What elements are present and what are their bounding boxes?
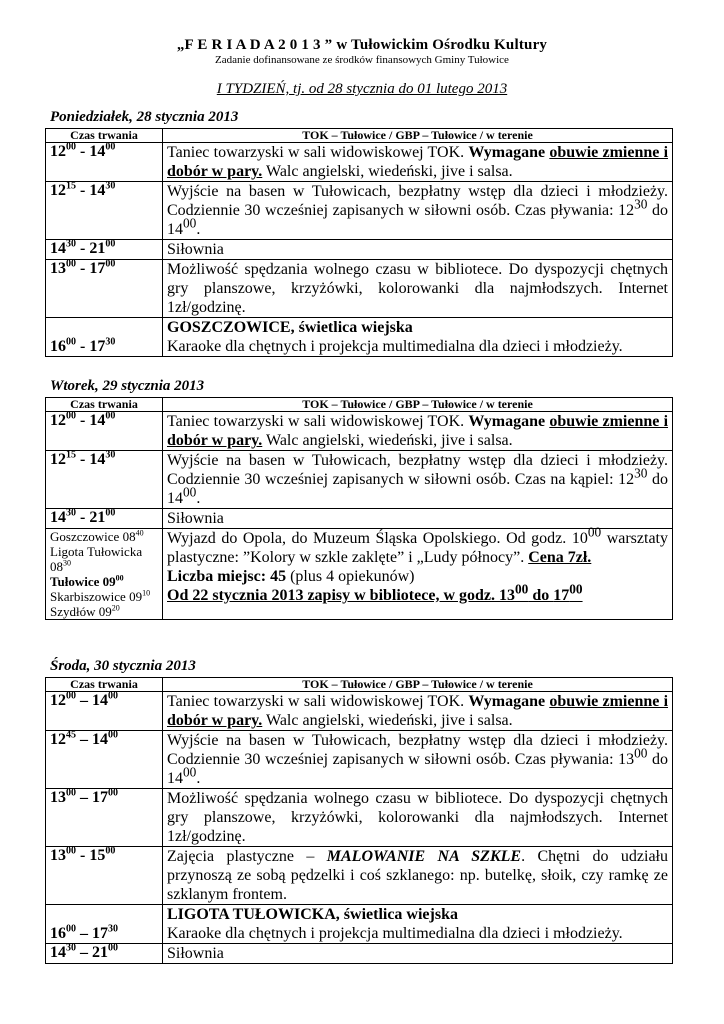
time-cell: $12^{15} - 14^{30}$ (46, 182, 163, 240)
table-row (46, 847, 673, 905)
description-cell (163, 524, 673, 620)
departure-stop: Goszczowice $08^{40}$ (50, 528, 144, 544)
time-cell: $14^{30} - 21^{00}$ (46, 240, 163, 260)
time-cell: $12^{45} - 14^{00}$ (46, 731, 163, 789)
description-cell: GOSZCZOWICE, świetlica wiejska Karaoke dla chętnych i projekcja multimedialna dla dzieci i młodzieży. (163, 318, 673, 357)
table-row (46, 692, 673, 731)
time-cell: $14^{30} - 21^{00}$ (46, 509, 163, 529)
trip-price: Cena 7zł. (528, 549, 592, 566)
week-heading: I TYDZIEŃ, tj. od 28 stycznia do 01 lutego 2013 (216, 81, 508, 97)
table-row (46, 260, 673, 318)
description-cell: Taniec towarzyski w sali widowiskowej TOK. Wymagane obuwie zmienne i dobór w pary. Walc angielski, wiedeński, jive i salsa. (163, 143, 673, 182)
time-cell: $16^{00} - 17^{30}$ (46, 905, 163, 944)
table-row (46, 182, 673, 240)
document-subtitle: Zadanie dofinansowane ze środków finansowych Gminy Tułowice (215, 54, 509, 66)
table-row (46, 240, 673, 260)
table-header-row (46, 129, 673, 143)
schedule-table-monday (45, 128, 673, 357)
header-duration: Czas trwania (46, 678, 163, 692)
table-row (46, 451, 673, 509)
time-cell: $13^{00} - 15^{00}$ (46, 847, 163, 905)
trip-seats: Liczba miejsc: 45 (plus 4 opiekunów) (167, 568, 415, 585)
day-heading-tuesday: Wtorek, 29 stycznia 2013 (50, 378, 205, 394)
location-heading: LIGOTA TUŁOWICKA, świetlica wiejska (167, 906, 458, 923)
trip-registration: Od 22 stycznia 2013 zapisy w bibliotece, w godz. $13^{00}$ do $17^{00}$ (167, 581, 583, 604)
description-cell: Wyjście na basen w Tułowicach, bezpłatny wstęp dla dzieci i młodzieży. Codziennie 30 wcześniej zapisanych w siłowni osób. Czas pływania: $13^{00}$ do $14^{00}$. (163, 731, 673, 789)
header-location: TOK – Tułowice / GBP – Tułowice / w terenie (163, 678, 673, 692)
time-cell: $12^{00} - 14^{00}$ (46, 143, 163, 182)
table-row (46, 412, 673, 451)
document-title: „F E R I A D A 2 0 1 3 ” w Tułowickim Ośrodku Kultury (176, 37, 548, 53)
day-heading-monday: Poniedziałek, 28 stycznia 2013 (50, 109, 239, 125)
description-cell: Siłownia (163, 509, 673, 529)
time-cell: $13^{00} - 17^{00}$ (46, 789, 163, 847)
day-heading-wednesday: Środa, 30 stycznia 2013 (50, 658, 196, 674)
table-header-row (46, 398, 673, 412)
header-duration: Czas trwania (46, 398, 163, 412)
time-cell: $12^{15} - 14^{30}$ (46, 451, 163, 509)
description-cell: Możliwość spędzania wolnego czasu w bibliotece. Do dyspozycji chętnych gry planszowe, krzyżówki, kolorowanki dla najmłodszych. Internet 1zł/godzinę. (163, 789, 673, 847)
time-cell: $12^{00} - 14^{00}$ (46, 412, 163, 451)
description-cell: Siłownia (163, 240, 673, 260)
table-row (46, 509, 673, 529)
time-cell: $12^{00} - 14^{00}$ (46, 692, 163, 731)
header-location: TOK – Tułowice / GBP – Tułowice / w terenie (163, 129, 673, 143)
description-cell: Wyjście na basen w Tułowicach, bezpłatny wstęp dla dzieci i młodzieży. Codziennie 30 wcześniej zapisanych w siłowni osób. Czas pływania: $12^{30}$ do $14^{00}$. (163, 182, 673, 240)
schedule-table-tuesday (45, 397, 673, 620)
departure-times-cell (46, 529, 163, 620)
table-row (46, 905, 673, 944)
description-cell: Zajęcia plastyczne – MALOWANIE NA SZKLE. Chętni do udziału przynoszą ze sobą pędzelki i coś szklanego: np. butelkę, słoik, czy ramkę ze szklanym frontem. (163, 847, 673, 905)
schedule-table-wednesday (45, 677, 673, 964)
table-row (46, 789, 673, 847)
departure-stop: Tułowice $09^{00}$ (50, 573, 124, 589)
header-location: TOK – Tułowice / GBP – Tułowice / w terenie (163, 398, 673, 412)
time-cell: $14^{30} - 21^{00}$ (46, 944, 163, 964)
table-row (46, 143, 673, 182)
time-cell: $16^{00} - 17^{30}$ (46, 318, 163, 357)
table-row (46, 731, 673, 789)
departure-stop: Ligota Tułowicka $08^{30}$ (50, 544, 143, 574)
table-row (46, 944, 673, 964)
description-cell: Wyjście na basen w Tułowicach, bezpłatny wstęp dla dzieci i młodzieży. Codziennie 30 wcześniej zapisanych w siłowni osób. Czas na kąpiel: $12^{30}$ do $14^{00}$. (163, 451, 673, 509)
description-cell: LIGOTA TUŁOWICKA, świetlica wiejska Karaoke dla chętnych i projekcja multimedialna dla dzieci i młodzieży. (163, 905, 673, 944)
trip-description: Wyjazd do Opola, do Muzeum Śląska Opolskiego. Od godz. $10^{00}$ warsztaty plastyczne: ”Kolory w szkle zaklęte” i „Ludy północy”. Cena 7zł. (167, 524, 668, 566)
table-header-row (46, 678, 673, 692)
description-cell: Możliwość spędzania wolnego czasu w bibliotece. Do dyspozycji chętnych gry planszowe, krzyżówki, kolorowanki dla najmłodszych. Internet 1zł/godzinę. (163, 260, 673, 318)
departure-stop: Szydłów $09^{20}$ (50, 603, 120, 619)
header-duration: Czas trwania (46, 129, 163, 143)
table-row-trip (46, 529, 673, 620)
description-cell: Taniec towarzyski w sali widowiskowej TOK. Wymagane obuwie zmienne i dobór w pary. Walc angielski, wiedeński, jive i salsa. (163, 412, 673, 451)
location-heading: GOSZCZOWICE, świetlica wiejska (167, 319, 413, 336)
departure-stop: Skarbiszowice $09^{10}$ (50, 588, 151, 604)
description-cell: Taniec towarzyski w sali widowiskowej TOK. Wymagane obuwie zmienne i dobór w pary. Walc angielski, wiedeński, jive i salsa. (163, 692, 673, 731)
table-row (46, 318, 673, 357)
time-cell: $13^{00} - 17^{00}$ (46, 260, 163, 318)
description-cell: Siłownia (163, 944, 673, 964)
